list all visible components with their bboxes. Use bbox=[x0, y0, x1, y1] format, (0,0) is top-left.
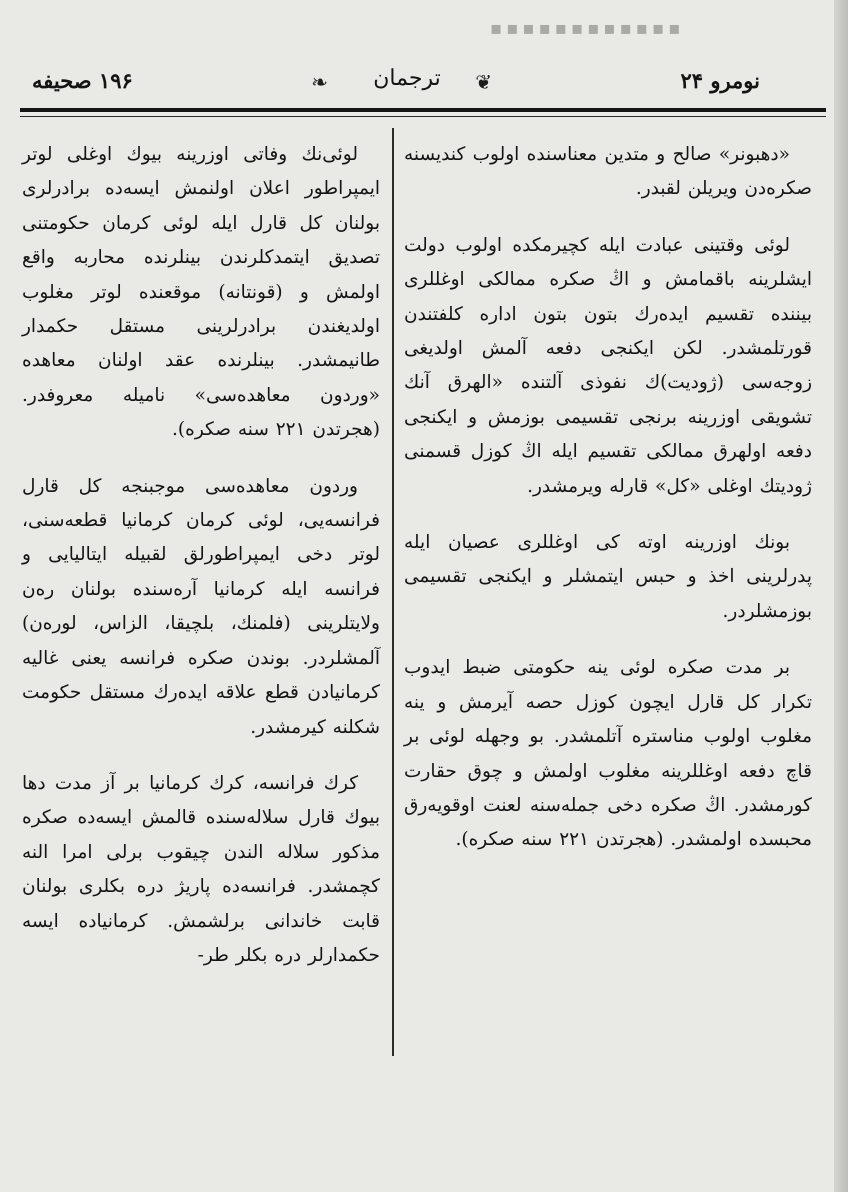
page-number: ۱۹۶ صحیفه bbox=[32, 68, 133, 93]
paragraph: کرك فرانسه، کرك کرمانیا بر آز مدت دها بیوك قارل سلاله‌سنده قالمش ایسه‌ده صکره مذکور سلاله الندن چیقوب برلی امرا النه کچمشدر. فرانسه‌ده پاریژ دره بکلری بولنان قابت خاندانی برلشمش. کرمانیاده ایسه حکمدارلر دره بکلر طر- bbox=[22, 772, 380, 966]
ornament-scroll-icon: ❦ bbox=[475, 70, 492, 94]
paragraph: بر مدت صکره لوئی ینه حکومتی ضبط ایدوب تکرار کل قارل ایچون کوزل حصه آیرمش و ینه مغلوب اولوب مناستره آتلمشدر. بو وجهله لوئی بر قاچ دفعه اوغللرینه مغلوب اولمش و چوق حقارت کورمشدر. اڭ صکره دخی جمله‌سنه لعنت اوقویه‌رق محبسده اولمشدر. (هجرتدن ۲۲۱ سنه صکره). bbox=[404, 657, 812, 851]
library-stamp: ▪▪▪▪▪▪▪▪▪▪▪▪ bbox=[490, 18, 685, 39]
page-edge-shadow bbox=[834, 0, 848, 1192]
header-rule-thin bbox=[20, 116, 826, 117]
paragraph: «دهبونر» صالح و متدین معناسنده اولوب کندیسنه صکره‌دن ویریلن لقبدر. bbox=[404, 144, 812, 200]
column-divider bbox=[392, 128, 394, 1056]
header-rule-thick bbox=[20, 108, 826, 112]
newspaper-title: ترجمان bbox=[373, 66, 441, 91]
paragraph: بونك اوزرینه اوته کی اوغللری عصیان ایله پدرلرینی اخذ و حبس ایتمشلر و ایکنجی تقسیمی بوزمشلردر. bbox=[404, 532, 812, 622]
paragraph: لوئی‌نك وفاتی اوزرینه بیوك اوغلی لوتر ایمپراطور اعلان اولنمش ایسه‌ده برادرلری بولنان کل قارل ایله لوئی کرمان حکومتنی تصدیق ایتمدکلرندن بینلرنده محاربه واقع اولمش و (قونتانه) موقعنده لوتر مغلوب اولدیغندن برادرلرینی مستقل حکمدار طانیمشدر. بینلرنده عقد اولنان معاهده «وردون معاهده‌سی» نامیله معروفدر. (هجرتدن ۲۲۱ سنه صکره). bbox=[22, 144, 380, 441]
paragraph: لوئی وقتینی عبادت ایله کچیرمکده اولوب دولت ایشلرینه باقمامش و اڭ صکره ممالکی اوغللری بیننده تقسیم ایده‌رك بتون بتون اداره کلفتندن قورتلمشدر. لکن ایکنجی دفعه آلمش اولدیغی زوجه‌سی (ژودیت)ك نفوذی آلتنده «الهرق آنك تشویقی اوزرینه برنجی تقسیمی بوزمش و ایکنجی دفعه اولهرق ممالکی تقسیم ایله اڭ کوزل قسمنی ژودیتك اوغلی «کل» قارله ویرمشدر. bbox=[404, 234, 812, 497]
issue-number: نومرو ۲۴ bbox=[680, 68, 760, 93]
right-column bbox=[404, 138, 812, 880]
page-header bbox=[20, 62, 820, 112]
paragraph: وردون معاهده‌سی موجبنجه کل قارل فرانسه‌یی، لوئی کرمان کرمانیا قطعه‌سنی، لوتر دخی ایمپراطورلق لقبیله ایتالیایی و فرانسه ایله کرمانیا آره‌سنده بولنان ره‌ن ولایتلرینی (فلمنك، بلچیقا، الزاس، لوره‌ن) آلمشلردر. بوندن صکره فرانسه یعنی غالیه کرمانیادن قطع علاقه ایده‌رك مستقل حکومت شکلنه کیرمشدر. bbox=[22, 475, 380, 738]
left-column bbox=[22, 138, 380, 995]
ornament-scroll-icon: ❧ bbox=[311, 70, 328, 94]
